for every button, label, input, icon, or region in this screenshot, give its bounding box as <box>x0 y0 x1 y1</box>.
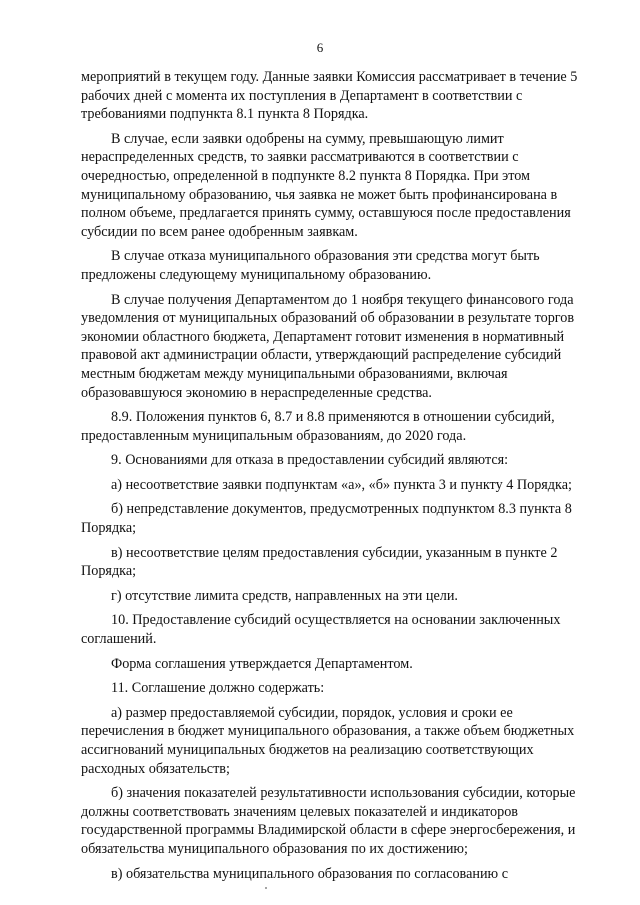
document-body <box>81 68 613 889</box>
list-item-11a: а) размер предоставляемой субсидии, порядок, условия и сроки ее перечисления в бюджет муниципального образования, а также объем бюджетных ассигнований муниципальных бюджетов на реализацию соответствующих расходных обязательств; <box>81 704 575 777</box>
list-item-9v: в) несоответствие целям предоставления субсидии, указанным в пункте 2 Порядка; <box>81 544 558 580</box>
scan-speck <box>265 887 267 889</box>
paragraph-8-9: 8.9. Положения пунктов 6, 8.7 и 8.8 применяются в отношении субсидий, предоставленным муниципальным образованиям, до 2020 года. <box>81 409 555 444</box>
list-item-11v: в) обязательства муниципального образования по согласованию с <box>111 865 508 882</box>
paragraph-continuation: мероприятий в текущем году. Данные заявки Комиссия рассматривает в течение 5 рабочих дней с момента их поступления в Департамент в соответствии с требованиями подпункта 8.1 пункта 8 Порядка. <box>81 69 578 123</box>
paragraph-11-heading: 11. Соглашение должно содержать: <box>111 680 325 697</box>
list-item-11b: б) значения показателей результативности использования субсидии, которые должны соответствовать значениям целевых показателей и индикаторов государственной программы Владимирской области в сфере энергосбережения, и обязательства муниципального образования по их достижению; <box>81 785 576 857</box>
paragraph-refusal-reallocation: В случае отказа муниципального образования эти средства могут быть предложены следующему муниципальному образованию. <box>81 248 540 283</box>
list-item-9b: б) непредставление документов, предусмотренных подпунктом 8.3 пункта 8 Порядка; <box>81 501 572 537</box>
paragraph-9-heading: 9. Основаниями для отказа в предоставлении субсидий являются: <box>111 452 509 469</box>
page-number: 6 <box>316 40 324 55</box>
paragraph-overlimit-applications: В случае, если заявки одобрены на сумму, превышающую лимит нераспределенных средств, то заявки рассматриваются в соответствии с очередностью, определенной в подпункте 8.2 пункта 8 Порядка. При этом муниципальному образованию, чья заявка не может быть профинансирована в полном объеме, предлагается принять сумму, оставшуюся после предоставления субсидии по всем ранее одобренным заявкам. <box>81 130 571 240</box>
paragraph-10: 10. Предоставление субсидий осуществляется на основании заключенных соглашений. <box>81 612 561 648</box>
paragraph-savings-redistribution: В случае получения Департаментом до 1 ноября текущего финансового года уведомления от муниципальных образований об образовании в результате торгов экономии областного бюджета, Департамент готовит изменения в нормативный правовой акт администрации области, утверждающий распределение субсидий местным бюджетам между муниципальными образованиями, включая образовавшуюся экономию в нераспределенные средства. <box>81 291 575 401</box>
list-item-9a: а) несоответствие заявки подпунктам «а», «б» пункта 3 и пункту 4 Порядка; <box>111 476 572 493</box>
paragraph-agreement-form: Форма соглашения утверждается Департаментом. <box>111 655 413 672</box>
list-item-9g: г) отсутствие лимита средств, направленных на эти цели. <box>111 587 458 604</box>
